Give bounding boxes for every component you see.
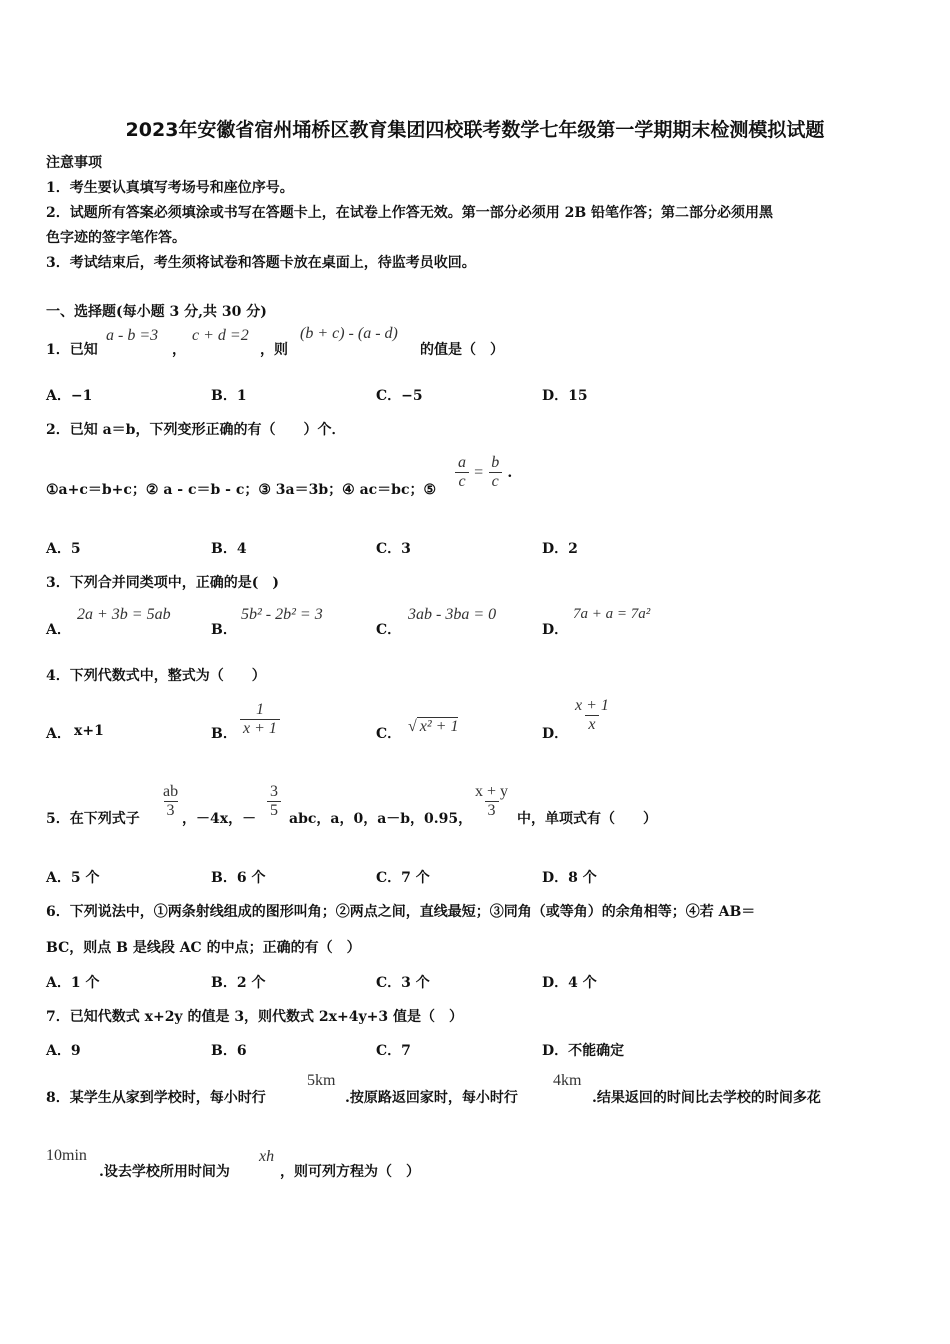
q7-option-b[interactable]: B．6	[211, 1043, 247, 1059]
q2-fraction-equation	[455, 454, 512, 491]
q8-speed-1: 5km	[307, 1072, 336, 1089]
q5-prefix: 5．在下列式子	[46, 811, 140, 827]
q8-speed-2: 4km	[553, 1072, 582, 1089]
q2-option-c[interactable]: C．3	[376, 541, 411, 557]
q4-c-radicand: x² + 1	[417, 717, 459, 735]
q3-expr-d: 7a + a = 7a²	[573, 606, 651, 622]
q1-sep: ，	[172, 342, 186, 358]
q1-sep: ，则	[260, 342, 288, 358]
q2-equals: =	[474, 464, 484, 481]
q3-expr-c: 3ab - 3ba = 0	[408, 606, 497, 623]
q2-option-d[interactable]: D．2	[542, 541, 578, 557]
q4-option-c[interactable]: C．	[376, 726, 402, 742]
q5-option-a[interactable]: A．5 个	[46, 870, 100, 886]
q8-part-2: .按原路返回家时，每小时行	[345, 1090, 518, 1106]
q6-line-1: 6．下列说法中，①两条射线组成的图形叫角；②两点之间，直线最短；③同角（或等角）的余角相等；④若 AB＝	[46, 904, 756, 920]
q4-option-b[interactable]: B．	[211, 726, 237, 742]
q3-expr-b: 5b² - 2b² = 3	[241, 606, 323, 623]
q4-expr-b	[240, 701, 280, 738]
q2-frac-num: a	[458, 454, 466, 471]
q7-option-d[interactable]: D．不能确定	[542, 1043, 625, 1059]
q5-mid-1: ，－4x，－	[182, 811, 257, 827]
section-heading: 一、选择题(每小题 3 分,共 30 分)	[46, 304, 267, 320]
q1-option-c[interactable]: C．−5	[376, 388, 423, 404]
q8-part-5: ，则可列方程为（ ）	[280, 1164, 420, 1180]
q4-b-den: x + 1	[240, 719, 280, 738]
q1-option-b[interactable]: B．1	[211, 388, 247, 404]
q6-option-d[interactable]: D．4 个	[542, 975, 597, 991]
q7-option-a[interactable]: A．9	[46, 1043, 81, 1059]
q4-option-d[interactable]: D．	[542, 726, 569, 742]
q3-option-a[interactable]: A．	[46, 622, 71, 638]
q1-condition-2: c + d =2	[192, 327, 249, 344]
notice-item: 3．考试结束后，考生须将试卷和答题卡放在桌面上，待监考员收回。	[46, 255, 476, 271]
notice-item: 1．考生要认真填写考场号和座位序号。	[46, 180, 294, 196]
q6-option-c[interactable]: C．3 个	[376, 975, 430, 991]
q6-option-b[interactable]: B．2 个	[211, 975, 266, 991]
q1-condition-1: a - b =3	[106, 327, 159, 344]
q2-option-b[interactable]: B．4	[211, 541, 247, 557]
q3-option-c[interactable]: C．	[376, 622, 402, 638]
q2-frac-den: c	[489, 472, 502, 491]
q8-part-3: .结果返回的时间比去学校的时间多花	[592, 1090, 821, 1106]
q4-expr-a: x+1	[74, 723, 104, 739]
notice-item: 2．试题所有答案必须填涂或书写在答题卡上，在试卷上作答无效。第一部分必须用 2B 铅笔作答；第二部分必须用黑	[46, 205, 774, 221]
q4-expr-c: √ x² + 1	[408, 718, 459, 735]
q6-option-a[interactable]: A．1 个	[46, 975, 100, 991]
q6-line-2: BC，则点 B 是线段 AC 的中点；正确的有（ ）	[46, 940, 361, 956]
q4-text: 4．下列代数式中，整式为（ ）	[46, 668, 266, 684]
q7-option-c[interactable]: C．7	[376, 1043, 411, 1059]
q1-option-d[interactable]: D．15	[542, 388, 588, 404]
q1-expression: (b + c) - (a - d)	[300, 325, 398, 342]
q4-expr-d	[572, 697, 612, 734]
q5-option-d[interactable]: D．8 个	[542, 870, 597, 886]
q2-option-a[interactable]: A．5	[46, 541, 81, 557]
q4-option-a[interactable]: A．	[46, 726, 71, 742]
notice-item: 色字迹的签字笔作答。	[46, 230, 186, 246]
q3-expr-a: 2a + 3b = 5ab	[77, 606, 171, 623]
q2-line: ①a+c＝b+c；② a - c＝b - c；③ 3a＝3b；④ ac＝bc；⑤	[46, 482, 437, 498]
q2-text: 2．已知 a＝b，下列变形正确的有（ ）个．	[46, 422, 346, 438]
q4-d-num: x + 1	[575, 697, 609, 714]
q3-option-d[interactable]: D．	[542, 622, 569, 638]
q8-part-1: 8．某学生从家到学校时，每小时行	[46, 1090, 266, 1106]
q8-variable: xh	[259, 1148, 275, 1165]
q3-text: 3．下列合并同类项中，正确的是( )	[46, 575, 279, 591]
q8-time: 10min	[46, 1147, 87, 1164]
q8-part-4: .设去学校所用时间为	[99, 1164, 230, 1180]
q2-frac-num: b	[491, 454, 500, 471]
q7-text: 7．已知代数式 x+2y 的值是 3，则代数式 2x+4y+3 值是（ ）	[46, 1009, 463, 1025]
q1-suffix: 的值是（ ）	[420, 342, 504, 358]
q1-option-a[interactable]: A．−1	[46, 388, 93, 404]
q5-option-c[interactable]: C．7 个	[376, 870, 430, 886]
q5-frac-2: $\frac{3}{5}$	[267, 783, 281, 820]
q5-mid-2: abc，a，0，a－b，0.95，	[289, 811, 473, 827]
q5-frac-1: $\frac{ab}{3}$	[163, 783, 179, 819]
q5-suffix: 中，单项式有（ ）	[517, 811, 657, 827]
q1-prefix: 1．已知	[46, 342, 98, 358]
q5-frac-3: $\frac{x + y}{3}$	[475, 783, 509, 819]
q2-frac-den: c	[455, 472, 468, 491]
q4-d-den: x	[585, 715, 598, 734]
q4-b-num: 1	[255, 701, 264, 718]
page-title: 2023年安徽省宿州埇桥区教育集团四校联考数学七年级第一学期期末检测模拟试题	[125, 119, 825, 141]
notice-heading: 注意事项	[46, 155, 102, 171]
q3-option-b[interactable]: B．	[211, 622, 237, 638]
q2-end: .	[507, 465, 513, 481]
q5-option-b[interactable]: B．6 个	[211, 870, 266, 886]
